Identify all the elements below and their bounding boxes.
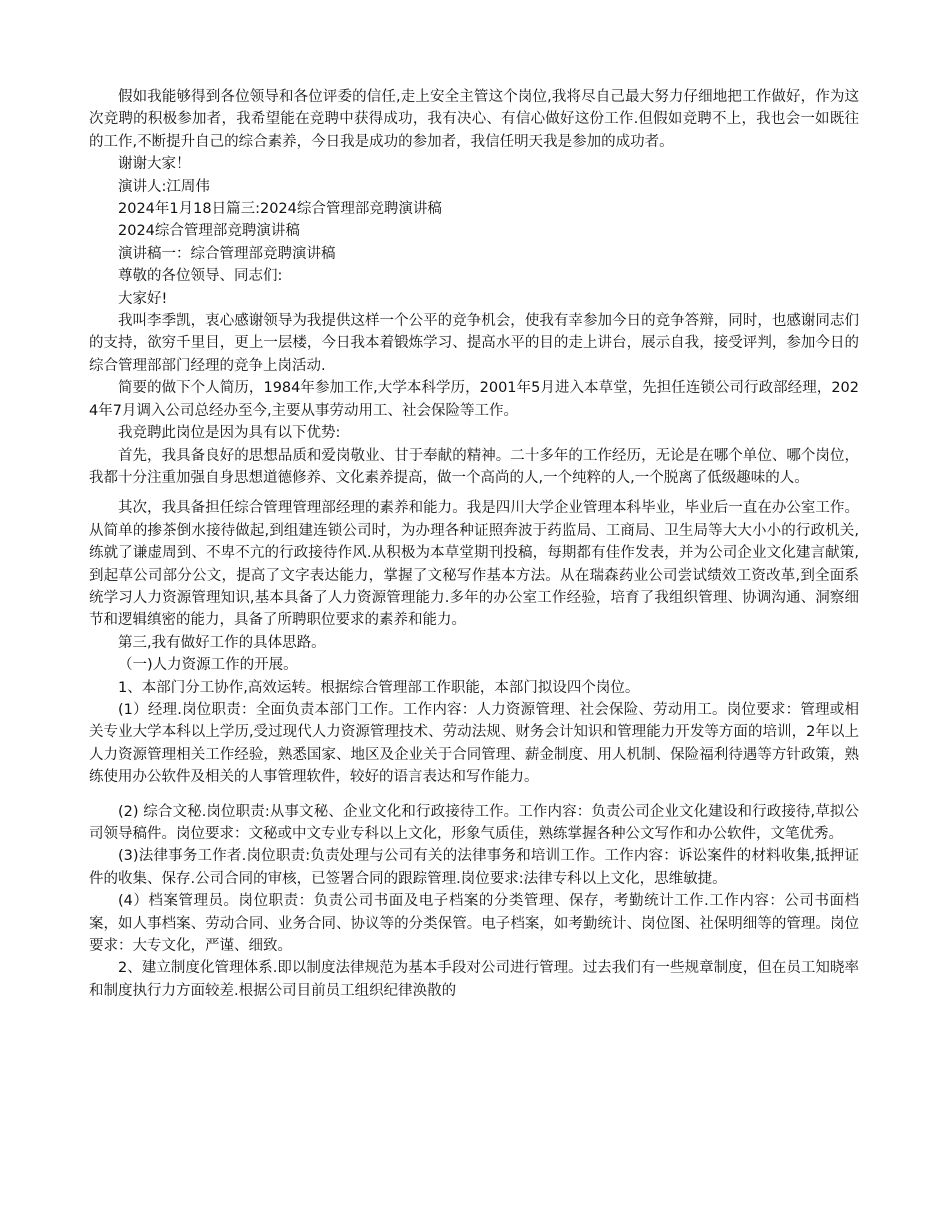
paragraph-closing-statement: 假如我能够得到各位领导和各位评委的信任,走上安全主管这个岗位,我将尽自己最大努力仔细地把工作做好，作为这次竞聘的积极参加者，我希望能在竞聘中获得成功，我有决心、有信心做好这份工作.但假如竞聘不上，我也会一如既往的工作,不断提升自己的综合素养，今日我是成功的参加者，我信任明天我是参加的成功者。	[89, 89, 859, 150]
paragraph-role-legal: (3)法律事务工作者.岗位职责:负责处理与公司有关的法律事务和培训工作。工作内容：诉讼案件的材料收集,抵押证件的收集、保存.公司合同的审核，已签署合同的跟踪管理.岗位要求:法律专科以上文化，思维敏捷。	[89, 848, 859, 887]
paragraph-department-setup: 1、本部门分工协作,高效运转。根据综合管理部工作职能，本部门拟设四个岗位。	[118, 679, 640, 696]
paragraph-management-system: 2、建立制度化管理体系.即以制度法律规范为基本手段对公司进行管理。过去我们有一些规章制度，但在员工知晓率和制度执行力方面较差.根据公司目前员工组织纪律涣散的	[89, 960, 859, 999]
document-page	[89, 86, 859, 1002]
paragraph-salutation: 尊敬的各位领导、同志们:	[118, 268, 283, 285]
paragraph-speech-title: 2024综合管理部竞聘演讲稿	[118, 223, 300, 240]
paragraph-third-advantage: 第三,我有做好工作的具体思路。	[118, 634, 326, 651]
paragraph-role-secretary: (2) 综合文秘.岗位职责:从事文秘、企业文化和行政接待工作。工作内容：负责公司企业文化建设和行政接待,草拟公司领导稿件。岗位要求：文秘或中文专业专科以上文化，形象气质佳，熟练掌握各种公文写作和办公软件，文笔优秀。	[89, 803, 859, 842]
paragraph-advantages-intro: 我竞聘此岗位是因为具有以下优势:	[118, 425, 341, 442]
paragraph-introduction: 我叫李季凯，衷心感谢领导为我提供这样一个公平的竞争机会，使我有幸参加今日的竞争答辩，同时，也感谢同志们的支持，欲穷千里目，更上一层楼，今日我本着锻炼学习、提高水平的目的走上讲台，展示自我，接受评判，参加今日的综合管理部部门经理的竞争上岗活动.	[89, 313, 859, 374]
paragraph-resume: 简要的做下个人简历，1984年参加工作,大学本科学历，2001年5月进入本草堂，先担任连锁公司行政部经理，2024年7月调入公司总经办至今,主要从事劳动用工、社会保险等工作。	[89, 380, 859, 419]
paragraph-speaker: 演讲人:江周伟	[118, 178, 210, 195]
paragraph-second-advantage: 其次，我具备担任综合管理管理部经理的素养和能力。我是四川大学企业管理本科毕业，毕业后一直在办公室工作。从简单的掺茶倒水接待做起,到组建连锁公司时，为办理各种证照奔波于药监局、工商局、卫生局等大大小小的行政机关,练就了谦虚周到、不卑不亢的行政接待作风.从积极为本草堂期刊投稿，每期都有佳作发表，并为公司企业文化建言献策,到起草公司部分公文，提高了文字表达能力，掌握了文秘写作基本方法。从在瑞森药业公司尝试绩效工资改革,到全面系统学习人力资源管理知识,基本具备了人力资源管理能力.多年的办公室工作经验，培育了我组织管理、协调沟通、洞察细节和逻辑缜密的能力，具备了所聘职位要求的素养和能力。	[89, 500, 859, 629]
paragraph-thanks: 谢谢大家！	[118, 156, 191, 173]
paragraph-speech-subtitle: 演讲稿一：综合管理部竞聘演讲稿	[118, 245, 336, 262]
paragraph-hr-heading: （一)人力资源工作的开展。	[118, 657, 298, 674]
paragraph-greeting: 大家好!	[118, 290, 168, 307]
paragraph-role-archivist: (4）档案管理员。岗位职责：负责公司书面及电子档案的分类管理、保存，考勤统计工作.工作内容：公司书面档案，如人事档案、劳动合同、业务合同、协议等的分类保管。电子档案，如考勤统计、岗位图、社保明细等的管理。岗位要求：大专文化，严谨、细致。	[89, 893, 859, 955]
paragraph-first-advantage: 首先，我具备良好的思想品质和爱岗敬业、甘于奉献的精神。二十多年的工作经历，无论是在哪个单位、哪个岗位，我都十分注重加强自身思想道德修养、文化素养提高，做一个高尚的人,一个纯粹的人,一个脱离了低级趣味的人。	[89, 447, 859, 486]
paragraph-role-manager: (1）经理.岗位职责：全面负责本部门工作。工作内容：人力资源管理、社会保险、劳动用工。岗位要求：管理或相关专业大学本科以上学历,受过现代人力资源管理技术、劳动法规、财务会计知识和管理能力开发等方面的培训，2年以上人力资源管理相关工作经验，熟悉国家、地区及企业关于合同管理、薪金制度、用人机制、保险福利待遇等方针政策，熟练使用办公软件及相关的人事管理软件，较好的语言表达和写作能力。	[89, 701, 859, 786]
paragraph-date-section-title: 2024年1月18日篇三:2024综合管理部竞聘演讲稿	[118, 201, 442, 218]
